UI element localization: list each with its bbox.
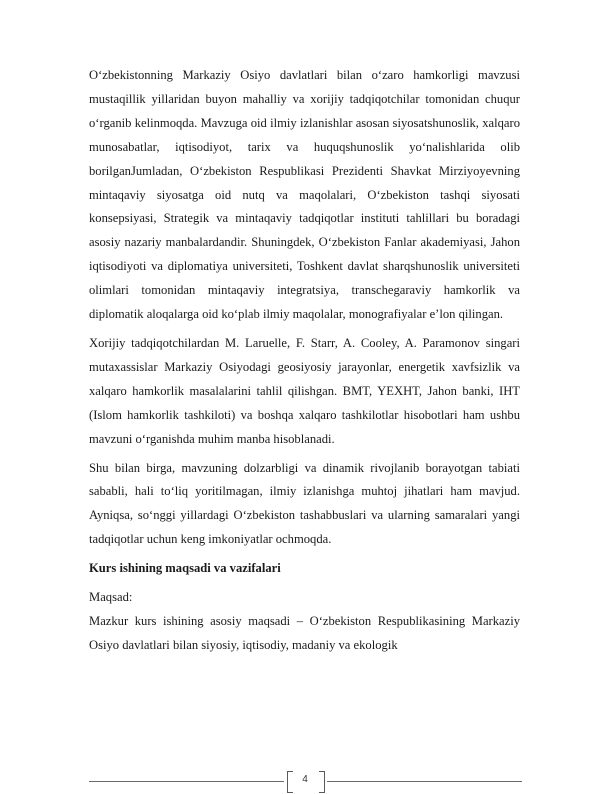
goal-label: Maqsad: [89,590,133,605]
document-body [89,64,520,658]
paragraph-relevance: Shu bilan birga, mavzuning dolzarbligi va dinamik rivojlanib borayotgan tabiati sababli, hali to‘liq yoritilmagan, ilmiy izlanishga muhtoj jihatlari ham mavjud. Ayniqsa, so‘nggi yillardagi O‘zbekiston tashabbuslari va ularning samaralari yangi tadqiqotlar uchun keng imkoniyatlar ochmoqda. [89,460,520,547]
paragraph-goal: Mazkur kurs ishining asosiy maqsadi – O‘zbekiston Respublikasining Markaziy Osiyo davlatlari bilan siyosiy, iqtisodiy, madaniy va ekologik [89,613,520,652]
footer-bracket-left [287,771,293,793]
footer-bracket-right [319,771,325,793]
section-heading: Kurs ishining maqsadi va vazifalari [89,561,281,576]
footer-rule-right [327,781,522,782]
paragraph-foreign-researchers: Xorijiy tadqiqotchilardan M. Laruelle, F. Starr, A. Cooley, A. Paramonov singari mutaxassislar Markaziy Osiyodagi geosiyosiy jarayonlar, energetik xavfsizlik va xalqaro hamkorlik masalalarini tahlil qilishgan. BMT, YEXHT, Jahon banki, IHT (Islom hamkorlik tashkiloti) va boshqa xalqaro tashkilotlar hisobotlari ham ushbu mavzuni o‘rganishda muhim manba hisoblanadi. [89,335,520,446]
footer-rule-left [89,781,284,782]
paragraph-literature-review: O‘zbekistonning Markaziy Osiyo davlatlari bilan o‘zaro hamkorligi mavzusi mustaqillik yillaridan buyon mahalliy va xorijiy tadqiqotchilar tomonidan chuqur o‘rganib kelinmoqda. Mavzuga oid ilmiy izlanishlar asosan siyosatshunoslik, xalqaro munosabatlar, iqtisodiyot, tarix va huquqshunoslik yo‘nalishlarida olib borilganJumladan, O‘zbekiston Respublikasi Prezidenti Shavkat Mirziyoyevning mintaqaviy siyosatga oid nutq va maqolalari, O‘zbekiston tashqi siyosati konsepsiyasi, Strategik va mintaqaviy tadqiqotlar instituti tahlillari bu boradagi asosiy nazariy manbalardandir. Shuningdek, O‘zbekiston Fanlar akademiyasi, Jahon iqtisodiyoti va diplomatiya universiteti, Toshkent davlat sharqshunoslik universiteti olimlari tomonidan mintaqaviy integratsiya, transchegaraviy hamkorlik va diplomatik aloqalarga oid ko‘plab ilmiy maqolalar, monografiyalar e’lon qilingan. [89,68,520,322]
page-footer [89,770,522,794]
page-number: 4 [302,774,308,785]
